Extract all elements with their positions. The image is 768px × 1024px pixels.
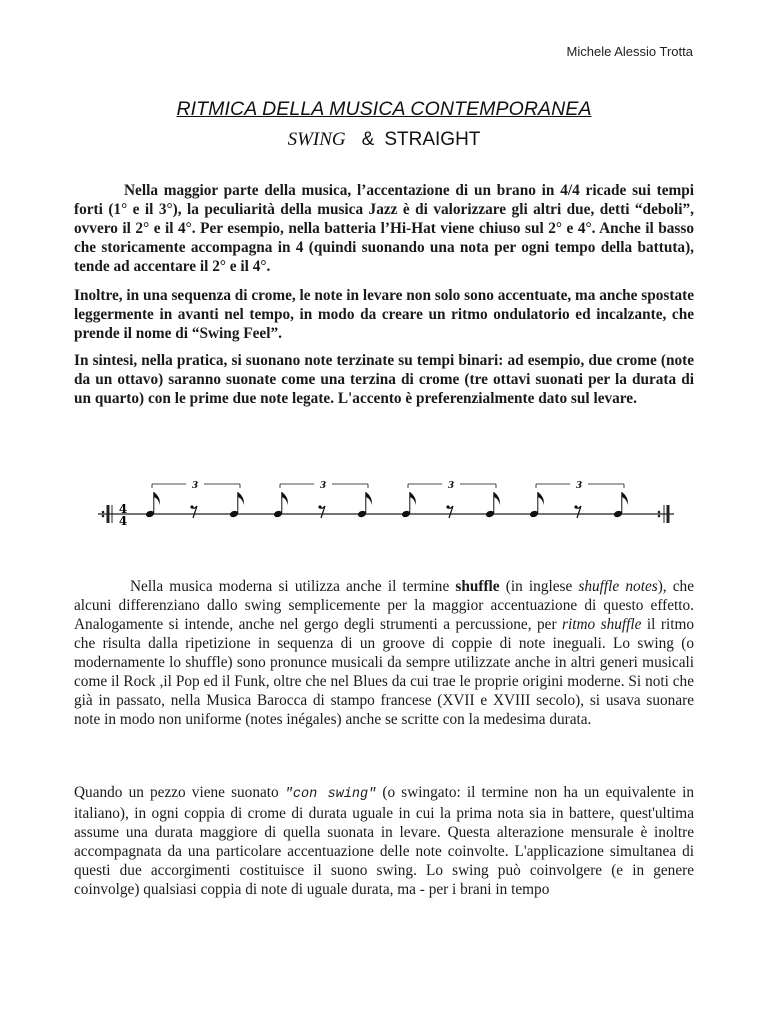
page-subtitle — [0, 129, 768, 151]
swing-rhythm-score — [98, 472, 678, 532]
tuplet-label: 3 — [319, 481, 327, 491]
p4-text-3: ), che alcuni differenziano dallo swing semplicemente per la maggior accentuazione di questo effetto. Analogamente si intende, anche nel gergo degli strumenti a percussione, per — [74, 578, 694, 633]
tuplet-label: 3 — [191, 481, 199, 491]
paragraph-5 — [74, 783, 694, 899]
paragraph-4 — [74, 577, 694, 729]
note-flag — [238, 492, 244, 505]
eighth-rest-dot — [318, 505, 321, 508]
subtitle-ampersand: & — [361, 129, 375, 150]
note-flag — [622, 492, 628, 505]
p5-con-swing: "con swing" — [284, 787, 377, 802]
note-flag — [154, 492, 160, 505]
tuplet-label: 3 — [575, 481, 583, 491]
p4-shuffle: shuffle — [455, 578, 500, 595]
p5-text-1: Quando un pezzo viene suonato — [74, 784, 285, 801]
p4-text-2: (in inglese — [499, 578, 579, 595]
subtitle-swing: SWING — [287, 129, 346, 150]
tuplet-label: 3 — [447, 481, 455, 491]
eighth-rest-dot — [446, 505, 449, 508]
p5-text-2: (o swingato: il termine non ha un equivalente in italiano), in ogni coppia di crome di durata uguale in cui la prima nota sia in battere, quest'ultima assume una durata maggiore di quella suonata in levare. Questa alterazione mensurale è inoltre accompagnata da una particolare accentuazione delle note coinvolte. L'applicazione simultanea di questi due accorgimenti costituisce il suono swing. Lo swing può coinvolgere (e in genere coinvolge) qualsiasi coppia di note di uguale durata, ma - per i brani in tempo — [74, 784, 694, 898]
note-flag — [282, 492, 288, 505]
eighth-rest-dot — [190, 505, 193, 508]
subtitle-straight: STRAIGHT — [384, 129, 481, 150]
time-signature-top: 4 — [118, 502, 128, 516]
note-flag — [366, 492, 372, 505]
paragraph-3: In sintesi, nella pratica, si suonano note terzinate su tempi binari: ad esempio, due crome (note da un ottavo) saranno suonate come una terzina di crome (tre ottavi suonati per la durata di un quarto) con le prime due note legate. L'accento è preferenzialmente dato sul levare. — [74, 352, 694, 407]
page-title: RITMICA DELLA MUSICA CONTEMPORANEA — [176, 98, 592, 120]
paragraph-1 — [74, 181, 694, 276]
eighth-rest-dot — [574, 505, 577, 508]
p4-ritmo-shuffle: ritmo shuffle — [562, 616, 642, 633]
note-flag — [494, 492, 500, 505]
notes-layer — [145, 481, 628, 518]
p4-text-4: il ritmo che risulta dalla ripetizione in sequenza di un groove di coppie di note ineguali. Lo swing (o modernamente lo shuffle) sono pronunce musicali da sempre utilizzate anche in altri generi musicali come il Rock ,il Pop ed il Funk, oltre che nel Blues da cui trae le proprie origini moderne. Si noti che già in passato, nella Musica Barocca di stampo francese (XVII e XVIII secolo), si usava suonare note in modo non uniforme (notes inégales) anche se scritte con la medesima durata. — [74, 616, 694, 728]
p4-shuffle-notes: shuffle notes — [578, 578, 658, 595]
note-flag — [538, 492, 544, 505]
author-name: Michele Alessio Trotta — [566, 44, 693, 59]
paragraph-1-text: Nella maggior parte della musica, l’accentazione di un brano in 4/4 ricade sui tempi forti (1° e il 3°), la peculiarità della musica Jazz è di valorizzare gli altri due, detti “deboli”, ovvero il 2° e il 4°. Per esempio, nella batteria l’Hi-Hat viene chiuso sul 2° e 4°. Anche il basso che storicamente accompagna in 4 (quindi suonando una nota per ogni tempo della battuta), tende ad accentare il 2° e il 4°. — [74, 182, 694, 275]
note-flag — [410, 492, 416, 505]
p4-text-1: Nella musica moderna si utilizza anche il termine — [130, 578, 456, 595]
paragraph-2: Inoltre, in una sequenza di crome, le note in levare non solo sono accentuate, ma anche spostate leggermente in avanti nel tempo, in modo da creare un ritmo ondulatorio ed incalzante, che prende il nome di “Swing Feel”. — [74, 287, 694, 342]
time-signature-bottom: 4 — [118, 514, 128, 528]
